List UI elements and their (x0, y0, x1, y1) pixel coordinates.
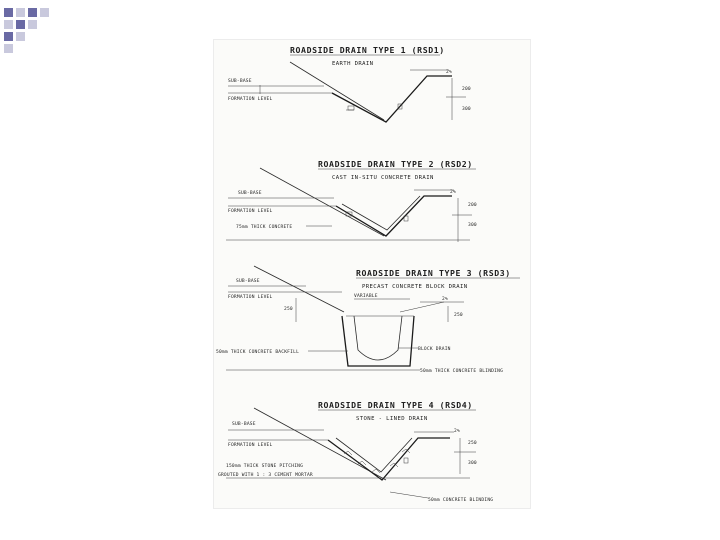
rsd1-road-slope (290, 62, 384, 120)
rsd3-dim-left: 250 (284, 307, 293, 312)
rsd4-sub-base-label: SUB-BASE (232, 422, 256, 427)
rsd3-block-label: BLOCK DRAIN (418, 347, 451, 352)
rsd2-title: ROADSIDE DRAIN TYPE 2 (RSD2) (318, 159, 473, 169)
deco-square (4, 44, 13, 53)
rsd1-dim-top: 200 (462, 87, 471, 92)
rsd3-title: ROADSIDE DRAIN TYPE 3 (RSD3) (356, 268, 511, 278)
deco-square (4, 32, 13, 41)
rsd2-detail (226, 159, 477, 242)
rsd4-blinding-leader (390, 492, 428, 498)
rsd3-road-slope (254, 266, 344, 312)
deco-square (40, 8, 49, 17)
rsd3-slope-label: 2% (442, 297, 448, 302)
rsd2-sub-base-label: SUB-BASE (238, 191, 262, 196)
rsd3-verge-slope (400, 302, 444, 312)
rsd2-formation-label: FORMATION LEVEL (228, 209, 273, 214)
rsd3-dim-right: 250 (454, 313, 463, 318)
rsd4-blinding-label: 50mm CONCRETE BLINDING (428, 498, 494, 503)
rsd4-slope-label: 2% (454, 429, 460, 434)
deco-square (4, 20, 13, 29)
rsd2-slope-label: 2% (450, 190, 456, 195)
slide-decoration (0, 0, 60, 60)
drain-details-drawing (214, 40, 530, 508)
rsd1-dim-bottom: 300 (462, 107, 471, 112)
rsd1-detail (228, 45, 471, 122)
rsd3-sub-base-label: SUB-BASE (236, 279, 260, 284)
rsd3-subtitle: PRECAST CONCRETE BLOCK DRAIN (362, 284, 468, 290)
rsd1-slope-label: 2% (446, 70, 452, 75)
rsd4-drain-outer (328, 438, 450, 480)
scanned-drawing-sheet (214, 40, 530, 508)
rsd4-level-mark (404, 458, 408, 463)
rsd3-backfill-label: 50mm THICK CONCRETE BACKFILL (216, 350, 300, 355)
rsd4-formation-label: FORMATION LEVEL (228, 443, 273, 448)
rsd4-dim-bottom: 300 (468, 461, 477, 466)
rsd3-detail (216, 266, 520, 374)
rsd1-sub-base-label: SUB-BASE (228, 79, 252, 84)
rsd1-formation-label: FORMATION LEVEL (228, 97, 273, 102)
rsd2-subtitle: CAST IN-SITU CONCRETE DRAIN (332, 175, 434, 181)
rsd4-detail (218, 400, 493, 503)
deco-square (16, 32, 25, 41)
rsd3-concrete-surround (342, 316, 414, 366)
deco-square (4, 8, 13, 17)
rsd4-subtitle: STONE - LINED DRAIN (356, 416, 428, 422)
rsd1-subtitle: EARTH DRAIN (332, 61, 374, 67)
rsd3-block-drain (354, 316, 402, 360)
rsd1-title: ROADSIDE DRAIN TYPE 1 (RSD1) (290, 45, 445, 55)
rsd4-pitching-2: GROUTED WITH 1 : 3 CEMENT MORTAR (218, 473, 313, 478)
rsd4-pitching-1: 150mm THICK STONE PITCHING (226, 464, 304, 469)
deco-square (16, 8, 25, 17)
deco-square (28, 20, 37, 29)
deco-square (28, 8, 37, 17)
rsd3-blinding-label: 50mm THICK CONCRETE BLINDING (420, 369, 504, 374)
deco-square (16, 20, 25, 29)
rsd3-variable-label: VARIABLE (354, 294, 378, 299)
rsd4-dim-top: 250 (468, 441, 477, 446)
rsd3-formation-label: FORMATION LEVEL (228, 295, 273, 300)
rsd2-concrete-note: 75mm THICK CONCRETE (236, 225, 293, 230)
rsd2-dim-top: 200 (468, 203, 477, 208)
rsd1-level-mark (348, 106, 354, 110)
rsd2-drain-outer (336, 196, 452, 236)
rsd4-title: ROADSIDE DRAIN TYPE 4 (RSD4) (318, 400, 473, 410)
rsd2-dim-bottom: 300 (468, 223, 477, 228)
